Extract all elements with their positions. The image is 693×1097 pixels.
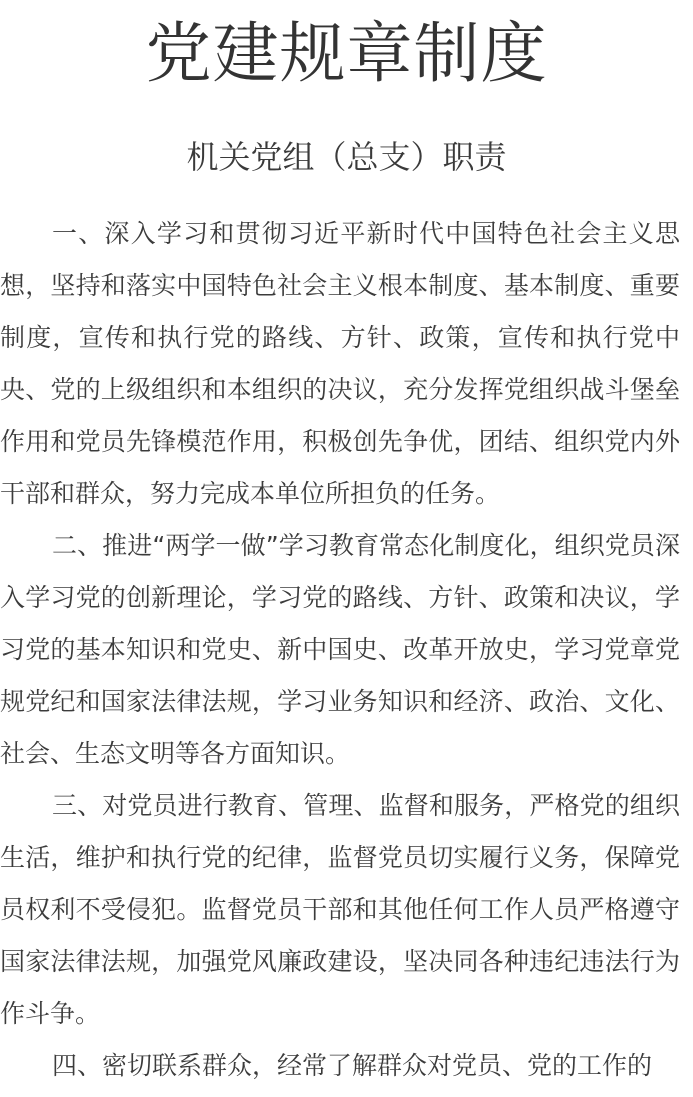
document-body (0, 208, 680, 1092)
paragraph-4: 四、密切联系群众，经常了解群众对党员、党的工作的 (52, 1051, 653, 1080)
page-title: 党建规章制度 (145, 15, 548, 92)
paragraph-2: 二、推进“两学一做”学习教育常态化制度化，组织党员深入学习党的创新理论，学习党的路线、方针、政策和决议，学习党的基本知识和党史、新中国史、改革开放史，学习党章党规党纪和国家法律法规，学习业务知识和经济、政治、文化、社会、生态文明等各方面知识。 (0, 531, 680, 768)
paragraph-3: 三、对党员进行教育、管理、监督和服务，严格党的组织生活，维护和执行党的纪律，监督党员切实履行义务，保障党员权利不受侵犯。监督党员干部和其他任何工作人员严格遵守国家法律法规，加强党风廉政建设，坚决同各种违纪违法行为作斗争。 (0, 791, 680, 1028)
paragraph-1: 一、深入学习和贯彻习近平新时代中国特色社会主义思想，坚持和落实中国特色社会主义根本制度、基本制度、重要制度，宣传和执行党的路线、方针、政策，宣传和执行党中央、党的上级组织和本组织的决议，充分发挥党组织战斗堡垒作用和党员先锋模范作用，积极创先争优，团结、组织党内外干部和群众，努力完成本单位所担负的任务。 (0, 219, 680, 508)
page-subtitle: 机关党组（总支）职责 (186, 138, 507, 176)
